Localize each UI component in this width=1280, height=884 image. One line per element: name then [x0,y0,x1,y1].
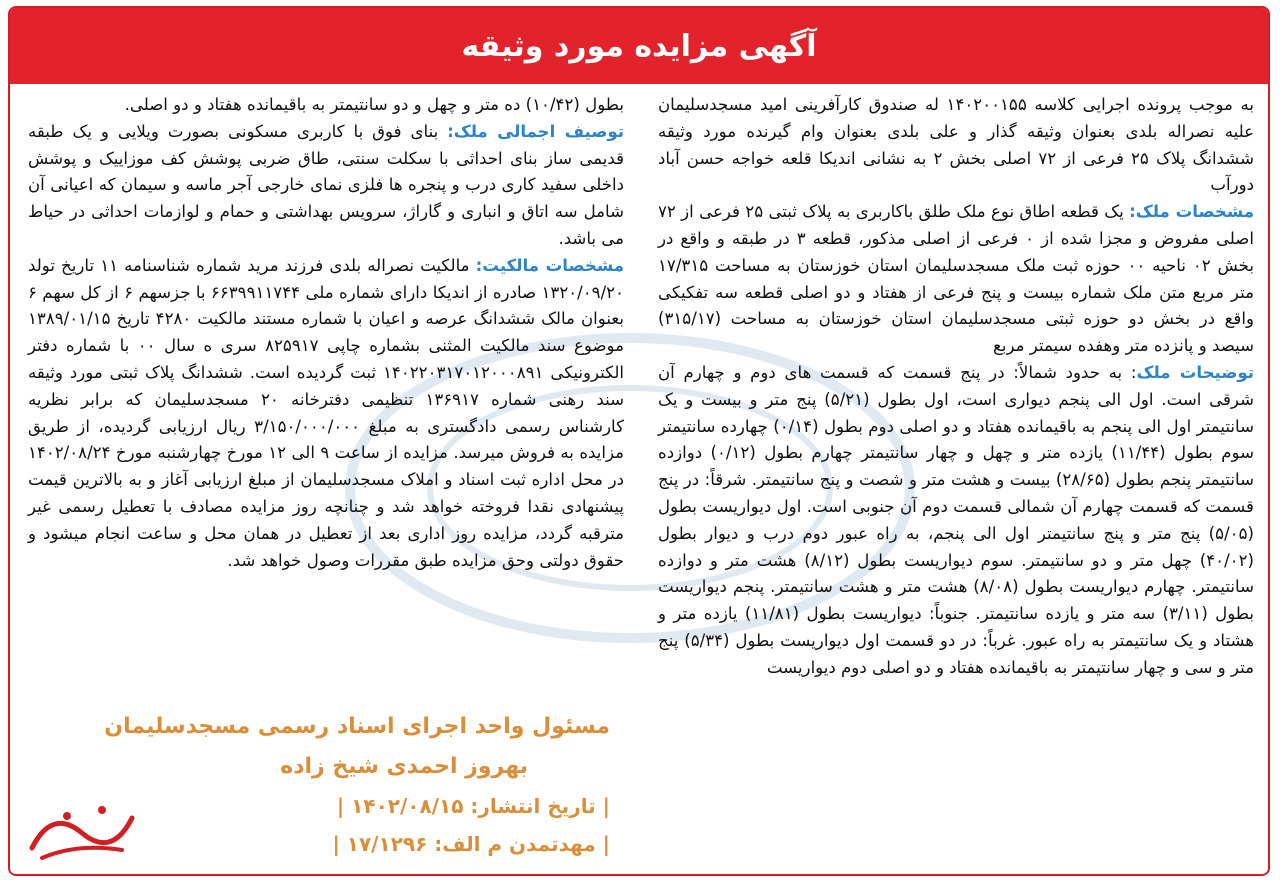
signature-name: بهروز احمدی شیخ زاده [280,754,528,779]
ownership-paragraph [28,253,624,575]
left-column [28,92,624,574]
boundary-end-paragraph [28,92,624,119]
publication-date: | تاریخ انتشار: ۱۴۰۲/۰۸/۱۵ | [336,794,610,818]
intro-paragraph [658,92,1254,199]
ownership-text: مالکیت نصراله بلدی فرزند مرید شماره شناسنامه ۱۱ تاریخ تولد ۱۳۲۰/۰۹/۲۰ صادره از اندیکا دارای شماره ملی ۶۶۳۹۹۱۱۷۴۴ با جزسهم ۶ از کل سهم ۶ بعنوان مالک ششدانگ عرصه و اعیان با شماره مستند مالکیت ۴۲۸۰ تاریخ ۱۳۸۹/۰۱/۱۵ موضوع سند مالکیت المثنی بشماره چاپی ۸۲۵۹۱۷ سری ه سال ۰۰ با شماره دفتر الکترونیکی ۱۴۰۲۲۰۳۱۷۰۱۲۰۰۰۸۹۱ ثبت گردیده است. ششدانگ پلاک ثبتی مورد وثیقه سند رهنی شماره ۱۳۶۹۱۷ تنظیمی دفترخانه ۲۰ مسجدسلیمان که برابر نظریه کارشناس رسمی دادگستری به مبلغ ۳/۱۵۰/۰۰۰/۰۰۰ ریال ارزیابی گردیده، از طریق مزایده به فروش میرسد. مزایده از ساعت ۹ الی ۱۲ مورخ چهارشنبه مورخ ۱۴۰۲/۰۸/۲۴ در محل اداره ثبت اسناد و املاک مسجدسلیمان از مبلغ ارزیابی آغاز و به بالاترین قیمت پیشنهادی نقدا فروخته خواهد شد و چنانچه روز مزایده مصادف با تعطیل رسمی غیر مترقبه گردد، مزایده روز اداری بعد از تعطیل در همان محل و ساعت انجام میشود و حقوق دولتی وحق مزایده طبق مقررات وصول خواهد شد. [28,255,625,570]
summary-text: بنای فوق با کاربری مسکونی بصورت ویلایی و یک طبقه قدیمی ساز بنای احداثی با سکلت سنتی، طاق ضربی پوشش کف موزاییک و پوشش داخلی سفید کاری درب و پنجره ها فلزی نمای خارجی آجر ماسه و سیمان که اعیانی آن شامل سه اتاق و انباری و گاراژ، سرویس بهداشتی و حمام و لوازمات احداثی در حیاط می باشد. [28,121,624,248]
publication-ref: | مهدتمدن م الف: ۱۷/۱۲۹۶ | [332,832,610,856]
intro-text: به موجب پرونده اجرایی کلاسه ۱۴۰۲۰۰۱۵۵ له صندوق کارآفرینی امید مسجدسلیمان علیه نصراله بلدی بعنوان وثیقه گذار و علی بلدی بعنوان وام گیرنده مورد وثیقه ششدانگ پلاک ۲۵ فرعی از ۷۲ اصلی بخش ۲ به نشانی اندیکا قلعه خواجه حسن آباد دورآب [658,95,1254,195]
property-specs-paragraph [658,199,1254,360]
tamadon-logo [22,788,142,868]
right-column [658,92,1254,682]
ownership-heading: مشخصات مالکیت: [475,255,624,275]
page-title: آگهی مزایده مورد وثیقه [461,28,817,64]
signature-office: مسئول واحد اجرای اسناد رسمی مسجدسلیمان [104,714,610,739]
property-description-paragraph [658,360,1254,682]
property-description-heading: توضیحات ملک [1136,362,1254,382]
boundary-end-text: بطول (۱۰/۴۲) ده متر و چهل و دو سانتیمتر به باقیمانده هفتاد و دو اصلی. [124,95,624,114]
property-specs-heading: مشخصات ملک: [1129,202,1254,222]
property-description-text: : به حدود شمالاً: در پنج قسمت که قسمت های دوم و چهارم آن شرقی است. اول الی پنجم دیواری است، اول بطول (۵/۲۱) پنج متر و بیست و یک سانتیمتر اول الی پنجم به باقیمانده هفتاد و دو اصلی دوم بطول (۰/۱۴) چهارده سانتیمتر سوم بطول (۱۱/۴۴) یازده متر و چهل و چهار سانتیمتر چهارم بطول (۰/۱۲) دوازده سانتیمتر پنجم بطول (۲۸/۶۵) بیست و هشت متر و شصت و پنج سانتیمتر. شرقاً: در پنج قسمت که قسمت چهارم آن شمالی قسمت دوم آن جنوبی است. اول دیواریست بطول (۵/۰۵) پنج متر و پنج سانتیمتر اول الی پنجم، به راه عبور دوم درب و دیوار بطول (۴۰/۰۲) چهل متر و دو سانتیمتر. سوم دیواریست بطول (۸/۱۲) هشت متر و دوازده سانتیمتر. چهارم دیواریست بطول (۸/۰۸) هشت متر و هشت سانتیمتر. پنجم دیواریست بطول (۳/۱۱) سه متر و یازده سانتیمتر. جنوباً: دیواریست بطول (۱۱/۸۱) یازده متر و هشتاد و یک سانتیمتر به راه عبور. غرباً: در دو قسمت اول دیواریست بطول (۵/۳۴) پنج متر و سی و چهار سانتیمتر به باقیمانده هفتاد و دو اصلی دوم دیواریست [658,362,1255,677]
notice-frame [8,6,1270,876]
property-specs-text: یک قطعه اطاق نوع ملک طلق باکاربری به پلاک ثبتی ۲۵ فرعی از ۷۲ اصلی مفروض و مجزا شده از ۰ فرعی از اصلی مذکور، قطعه ۳ در طبقه و واقع در بخش ۰۲ ناحیه ۰۰ حوزه ثبت ملک مسجدسلیمان استان خوزستان به مساحت ۱۷/۳۱۵ متر مربع متن ملک شماره بیست و پنج فرعی از هفتاد و دو اصلی قطعه سه تفکیکی واقع در بخش دو حوزه ثبتی مسجدسلیمان استان خوزستان به مساحت (۳۱۵/۱۷) سیصد و پانزده متر وهفده سیمتر مربع [658,202,1254,356]
summary-heading: توصیف اجمالی ملک: [447,121,624,141]
header-banner [10,8,1268,84]
summary-paragraph [28,119,624,253]
